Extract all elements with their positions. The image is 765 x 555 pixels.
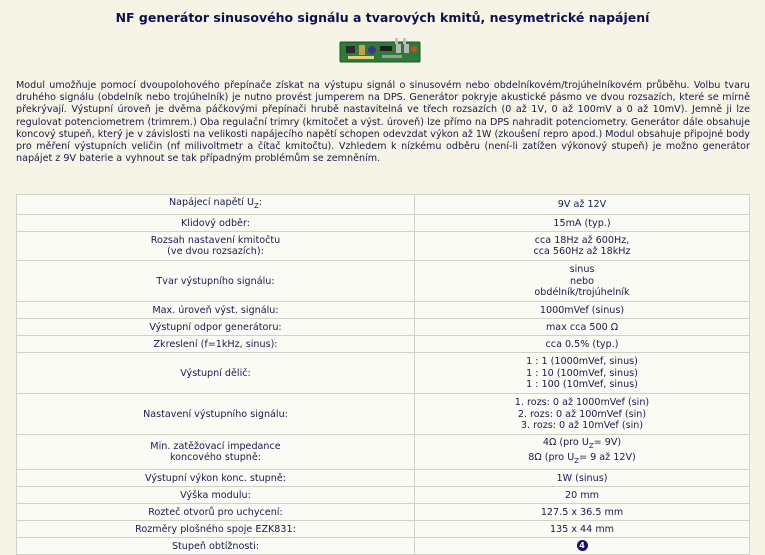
- difficulty-badge: 4: [577, 540, 588, 551]
- table-row: [17, 261, 750, 302]
- level-setting-value: 1. rozs: 0 až 1000mVef (sin) 2. rozs: 0 až 100mVef (sin) 3. rozs: 0 až 10mVef (sin): [415, 394, 750, 435]
- output-resistance-label: Výstupní odpor generátoru:: [17, 319, 415, 336]
- output-power-label: Výstupní výkon konc. stupně:: [17, 470, 415, 487]
- pcb-size-value: 135 x 44 mm: [415, 521, 750, 538]
- distortion-label: Zkreslení (f=1kHz, sinus):: [17, 336, 415, 353]
- output-power-value: 1W (sinus): [415, 470, 750, 487]
- page-title: NF generátor sinusového signálu a tvarových kmitů, nesymetrické napájení: [115, 10, 650, 25]
- distortion-value: cca 0.5% (typ.): [415, 336, 750, 353]
- table-row: [17, 195, 750, 215]
- output-divider-value: 1 : 1 (1000mVef, sinus) 1 : 10 (100mVef, sinus) 1 : 100 (10mVef, sinus): [415, 353, 750, 394]
- hole-spacing-label: Rozteč otvorů pro uchycení:: [17, 504, 415, 521]
- supply-voltage-value: 9V až 12V: [415, 195, 750, 215]
- waveform-label: Tvar výstupního signálu:: [17, 261, 415, 302]
- difficulty-value: [415, 538, 750, 555]
- output-resistance-value: max cca 500 Ω: [415, 319, 750, 336]
- spec-table: [16, 194, 750, 555]
- table-row: [17, 521, 750, 538]
- difficulty-label: Stupeň obtížnosti:: [17, 538, 415, 555]
- supply-voltage-label: Napájecí napětí $U_Z$:: [17, 195, 415, 215]
- freq-range-label: Rozsah nastavení kmitočtu (ve dvou rozsazích):: [17, 232, 415, 261]
- table-row: [17, 215, 750, 232]
- table-row: [17, 232, 750, 261]
- idle-current-value: 15mA (typ.): [415, 215, 750, 232]
- max-level-value: 1000mVef (sinus): [415, 302, 750, 319]
- module-height-label: Výška modulu:: [17, 487, 415, 504]
- table-row: [17, 302, 750, 319]
- table-row: [17, 435, 750, 470]
- table-row: [17, 504, 750, 521]
- table-row: [17, 538, 750, 555]
- module-height-value: 20 mm: [415, 487, 750, 504]
- table-row: [17, 487, 750, 504]
- idle-current-label: Klidový odběr:: [17, 215, 415, 232]
- table-row: [17, 394, 750, 435]
- hole-spacing-value: 127.5 x 36.5 mm: [415, 504, 750, 521]
- load-impedance-label: Min. zatěžovací impedance koncového stupně:: [17, 435, 415, 470]
- table-row: [17, 336, 750, 353]
- pcb-module-photo: [338, 36, 422, 68]
- max-level-label: Max. úroveň výst. signálu:: [17, 302, 415, 319]
- waveform-value: sinus nebo obdélník/trojúhelník: [415, 261, 750, 302]
- table-row: [17, 319, 750, 336]
- intro-text: Modul umožňuje pomocí dvoupolohového přepínače získat na výstupu signál o sinusovém nebo obdelníkovém/trojúhelníkovém průběhu. Volbu tvaru druhého signálu (obdelník nebo trojúhelník) je nutno provést jumperem na DPS. Generátor pokryje akustické pásmo ve dvou rozsazích, které se mírně překrývají. Výstupní úroveň je dvěma páčkovými přepínači hrubě nastavitelná ve třech rozsazích (0 až 1V, 0 až 100mV a 0 až 10mV). Jemně ji lze regulovat potenciometrem (trimrem.) Oba regulační trimry (kmitočet a výst. úroveň) lze přímo na DPS nahradit potenciometry. Generátor dále obsahuje koncový stupeň, který je v závislosti na velikosti napájecího napětí schopen odevzdat výkon až 1W (zkoušení repro apod.) Modul obsahuje připojné body pro měření výstupních veličin (nf milivoltmetr a čítač kmitočtu). Vzhledem k nízkému odběru (není-li zatížen výkonový stupeň) je možno generátor napájet z 9V baterie a vyhnout se tak případným problémům se zemněním.: [16, 80, 750, 165]
- freq-range-value: cca 18Hz až 600Hz, cca 560Hz až 18kHz: [415, 232, 750, 261]
- table-row: [17, 353, 750, 394]
- output-divider-label: Výstupní dělič:: [17, 353, 415, 394]
- level-setting-label: Nastavení výstupního signálu:: [17, 394, 415, 435]
- load-impedance-value: 4Ω (pro $U_Z= 9V$) 8Ω (pro $U_Z= 9$ až 12V): [415, 435, 750, 470]
- table-row: [17, 470, 750, 487]
- pcb-size-label: Rozměry plošného spoje EZK831:: [17, 521, 415, 538]
